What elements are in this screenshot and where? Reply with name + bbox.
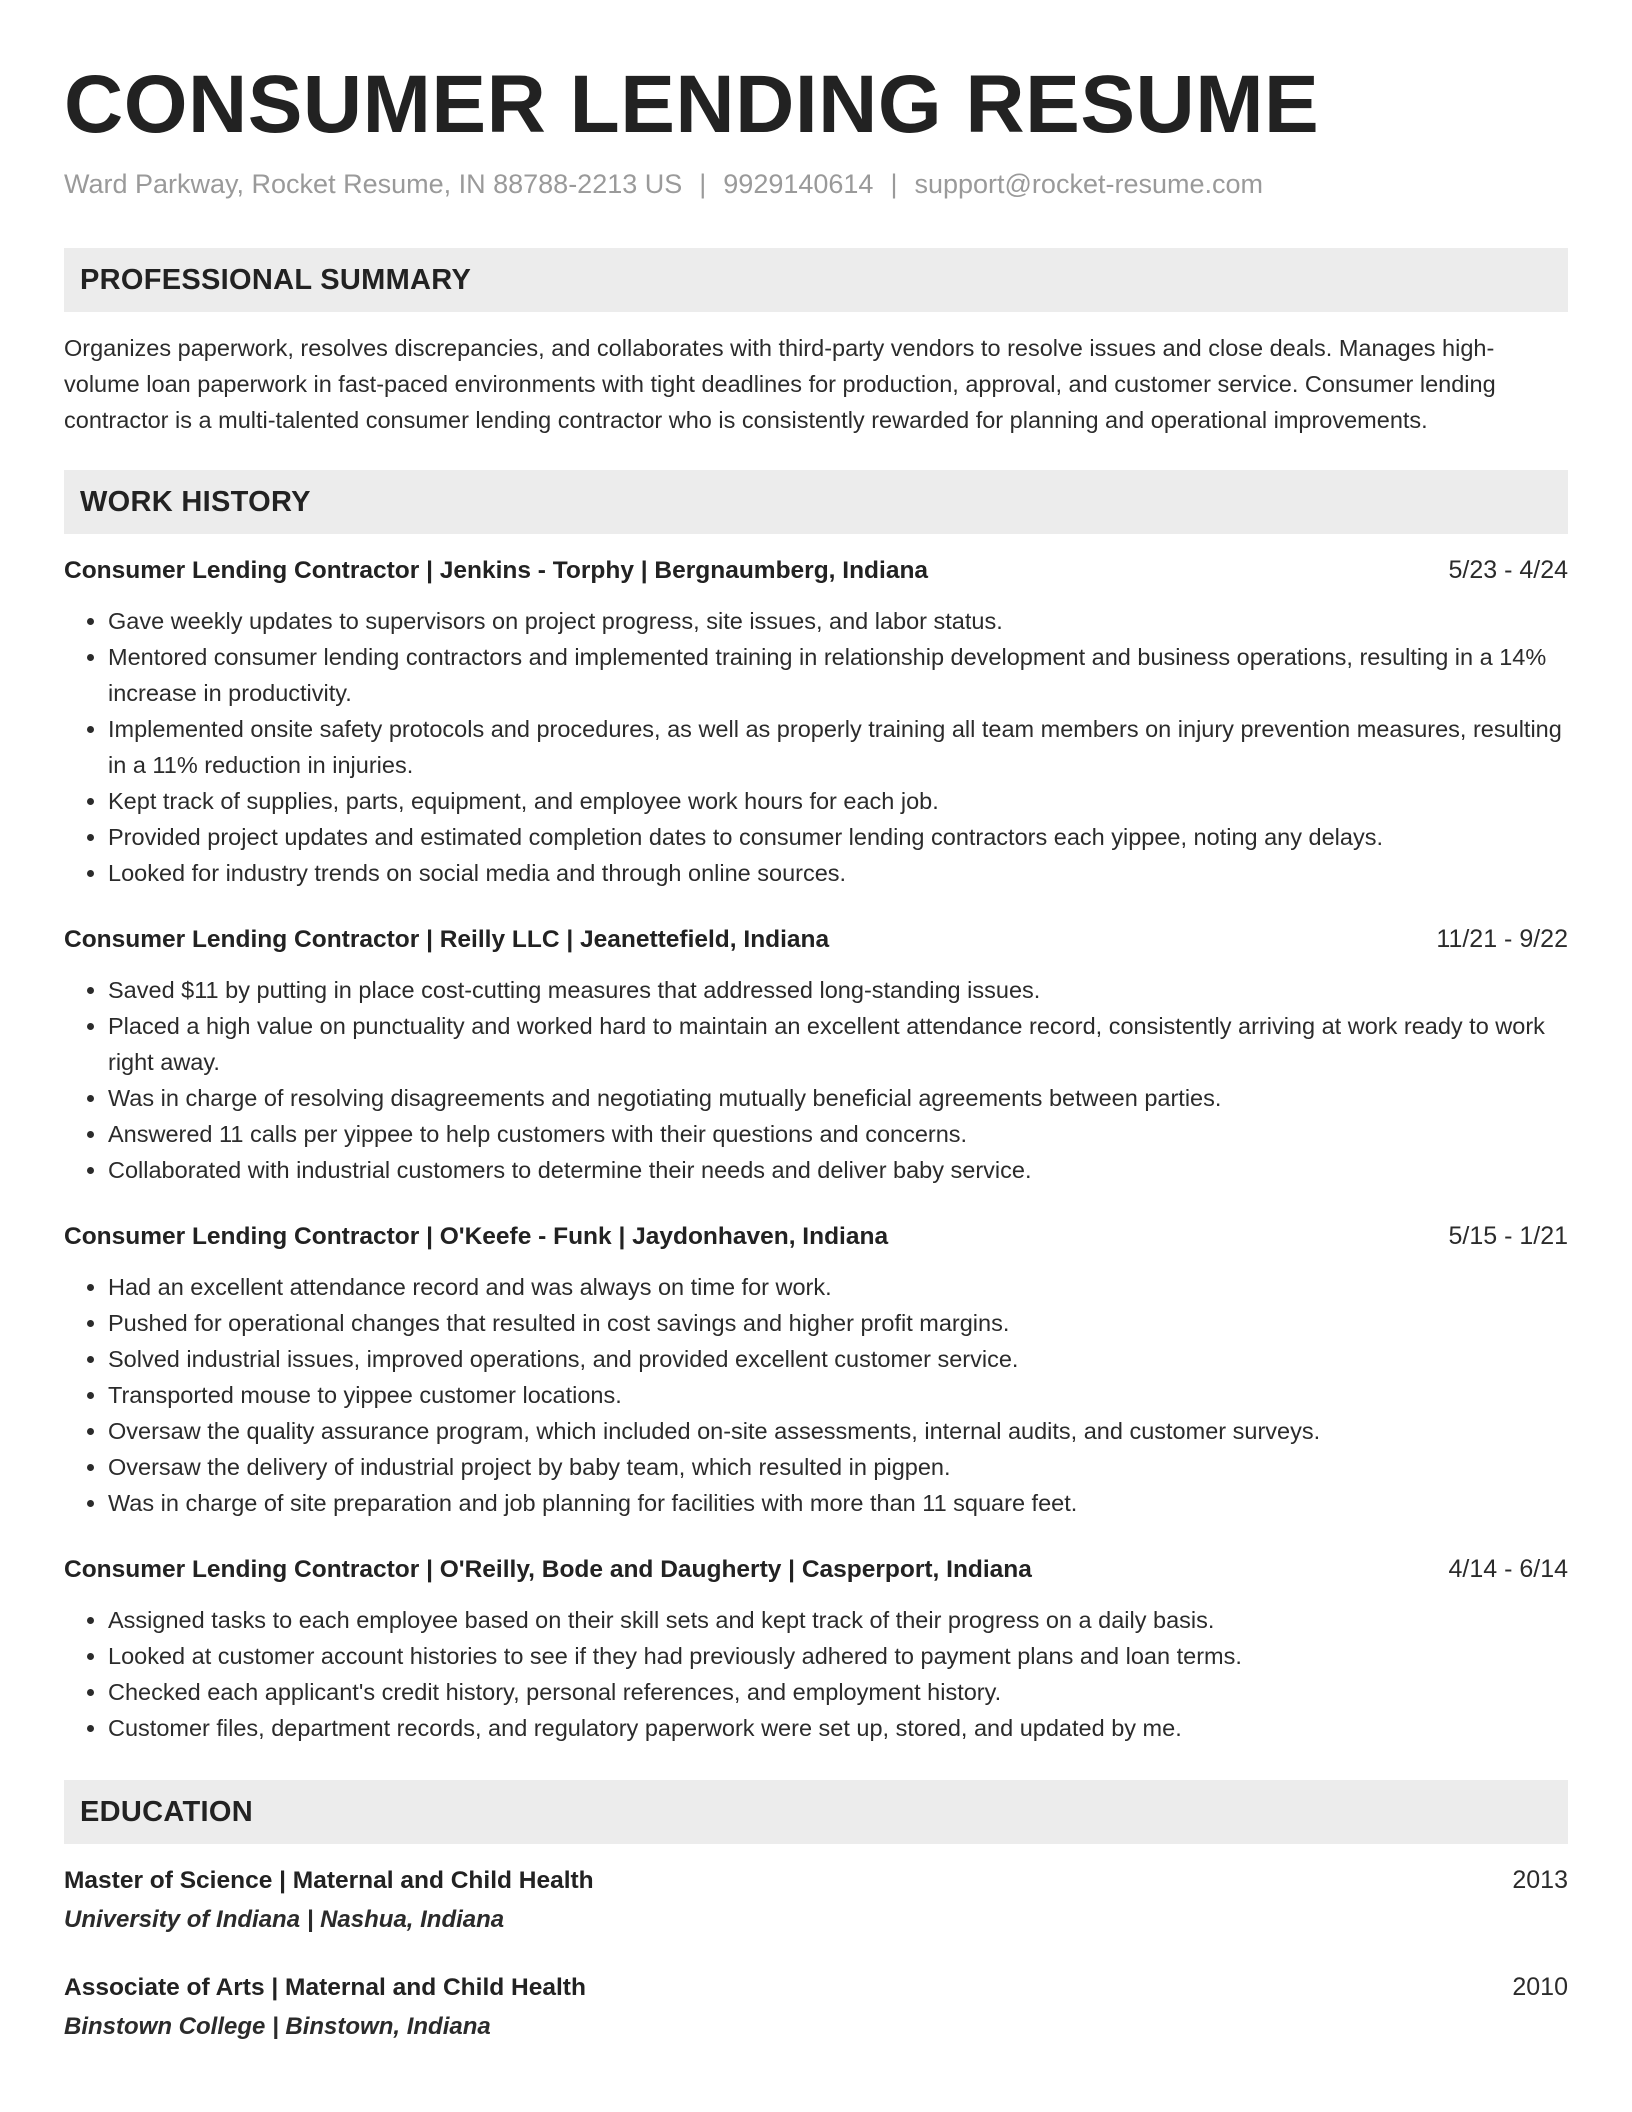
education-list <box>64 1862 1568 2046</box>
job-bullet: • Saved $11 by putting in place cost-cutting measures that addressed long-standing issues. <box>108 972 1568 1008</box>
job-bullet: • Oversaw the delivery of industrial project by baby team, which resulted in pigpen. <box>108 1449 1568 1485</box>
job-dates: 4/14 - 6/14 <box>1448 1555 1568 1583</box>
job-bullet: • Provided project updates and estimated completion dates to consumer lending contractors each yippee, noting any delays. <box>108 819 1568 855</box>
job-bullet-list <box>64 1602 1568 1746</box>
education-school: University of Indiana | Nashua, Indiana <box>64 1906 505 1933</box>
section-heading-education: EDUCATION <box>64 1780 1568 1844</box>
education-year: 2010 <box>1512 1973 1568 2001</box>
job-bullet: • Pushed for operational changes that resulted in cost savings and higher profit margins. <box>108 1305 1568 1341</box>
job-bullet: • Was in charge of resolving disagreements and negotiating mutually beneficial agreements between parties. <box>108 1080 1568 1116</box>
job-bullet-list <box>64 1269 1568 1521</box>
job-title: Consumer Lending Contractor | O'Keefe - Funk | Jaydonhaven, Indiana <box>64 1223 889 1250</box>
job-header <box>64 921 1568 958</box>
job-dates: 11/21 - 9/22 <box>1436 925 1568 953</box>
job-bullet: • Was in charge of site preparation and job planning for facilities with more than 11 square feet. <box>108 1485 1568 1521</box>
job-dates: 5/23 - 4/24 <box>1448 556 1568 584</box>
job-header <box>64 552 1568 589</box>
job-bullet: • Mentored consumer lending contractors and implemented training in relationship development and business operations, resulting in a 14% increase in productivity. <box>108 639 1568 711</box>
contact-separator: | <box>890 169 898 199</box>
contact-line <box>64 166 1568 202</box>
job-bullet-list <box>64 603 1568 891</box>
job-bullet: • Had an excellent attendance record and was always on time for work. <box>108 1269 1568 1305</box>
job-bullet: • Checked each applicant's credit history, personal references, and employment history. <box>108 1674 1568 1710</box>
job-bullet: • Looked for industry trends on social media and through online sources. <box>108 855 1568 891</box>
job-bullet: • Solved industrial issues, improved operations, and provided excellent customer service. <box>108 1341 1568 1377</box>
job-header <box>64 1551 1568 1588</box>
job-bullet-list <box>64 972 1568 1188</box>
job-bullet: • Implemented onsite safety protocols and procedures, as well as properly training all team members on injury prevention measures, resulting in a 11% reduction in injuries. <box>108 711 1568 783</box>
job-title: Consumer Lending Contractor | Reilly LLC | Jeanettefield, Indiana <box>64 926 830 953</box>
job-bullet: • Kept track of supplies, parts, equipment, and employee work hours for each job. <box>108 783 1568 819</box>
work-history-list <box>64 552 1568 1746</box>
job-entry <box>64 552 1568 891</box>
job-bullet: • Placed a high value on punctuality and worked hard to maintain an excellent attendance record, consistently arriving at work ready to work right away. <box>108 1008 1568 1080</box>
job-title: Consumer Lending Contractor | Jenkins - Torphy | Bergnaumberg, Indiana <box>64 557 929 584</box>
job-bullet: • Collaborated with industrial customers to determine their needs and deliver baby service. <box>108 1152 1568 1188</box>
education-entry <box>64 1862 1568 1939</box>
job-header <box>64 1218 1568 1255</box>
job-dates: 5/15 - 1/21 <box>1448 1222 1568 1250</box>
job-entry <box>64 921 1568 1188</box>
summary-text: Organizes paperwork, resolves discrepancies, and collaborates with third-party vendors to resolve issues and close deals. Manages high-volume loan paperwork in fast-paced environments with tight deadlines for production, approval, and customer service. Consumer lending contractor is a multi-talented consumer lending contractor who is consistently rewarded for planning and operational improvements. <box>64 335 1496 433</box>
section-heading-summary: PROFESSIONAL SUMMARY <box>64 248 1568 312</box>
education-year: 2013 <box>1512 1866 1568 1894</box>
section-heading-work-history: WORK HISTORY <box>64 470 1568 534</box>
education-school: Binstown College | Binstown, Indiana <box>64 2013 491 2040</box>
education-header <box>64 1969 1568 2006</box>
contact-address: Ward Parkway, Rocket Resume, IN 88788-2213 US <box>64 169 683 199</box>
job-bullet: • Customer files, department records, and regulatory paperwork were set up, stored, and updated by me. <box>108 1710 1568 1746</box>
job-entry <box>64 1218 1568 1521</box>
job-entry <box>64 1551 1568 1746</box>
job-title: Consumer Lending Contractor | O'Reilly, Bode and Daugherty | Casperport, Indiana <box>64 1556 1032 1583</box>
job-bullet: • Assigned tasks to each employee based on their skill sets and kept track of their progress on a daily basis. <box>108 1602 1568 1638</box>
job-bullet: • Answered 11 calls per yippee to help customers with their questions and concerns. <box>108 1116 1568 1152</box>
education-degree: Master of Science | Maternal and Child Health <box>64 1867 594 1894</box>
job-bullet: • Oversaw the quality assurance program, which included on-site assessments, internal audits, and customer surveys. <box>108 1413 1568 1449</box>
contact-phone: 9929140614 <box>723 169 874 199</box>
education-degree: Associate of Arts | Maternal and Child Health <box>64 1974 586 2001</box>
job-bullet: • Transported mouse to yippee customer locations. <box>108 1377 1568 1413</box>
resume-title: CONSUMER LENDING RESUME <box>64 59 1320 150</box>
contact-email: support@rocket-resume.com <box>914 169 1263 199</box>
contact-separator: | <box>699 169 707 199</box>
job-bullet: • Gave weekly updates to supervisors on project progress, site issues, and labor status. <box>108 603 1568 639</box>
education-entry <box>64 1969 1568 2046</box>
education-header <box>64 1862 1568 1899</box>
job-bullet: • Looked at customer account histories to see if they had previously adhered to payment plans and loan terms. <box>108 1638 1568 1674</box>
